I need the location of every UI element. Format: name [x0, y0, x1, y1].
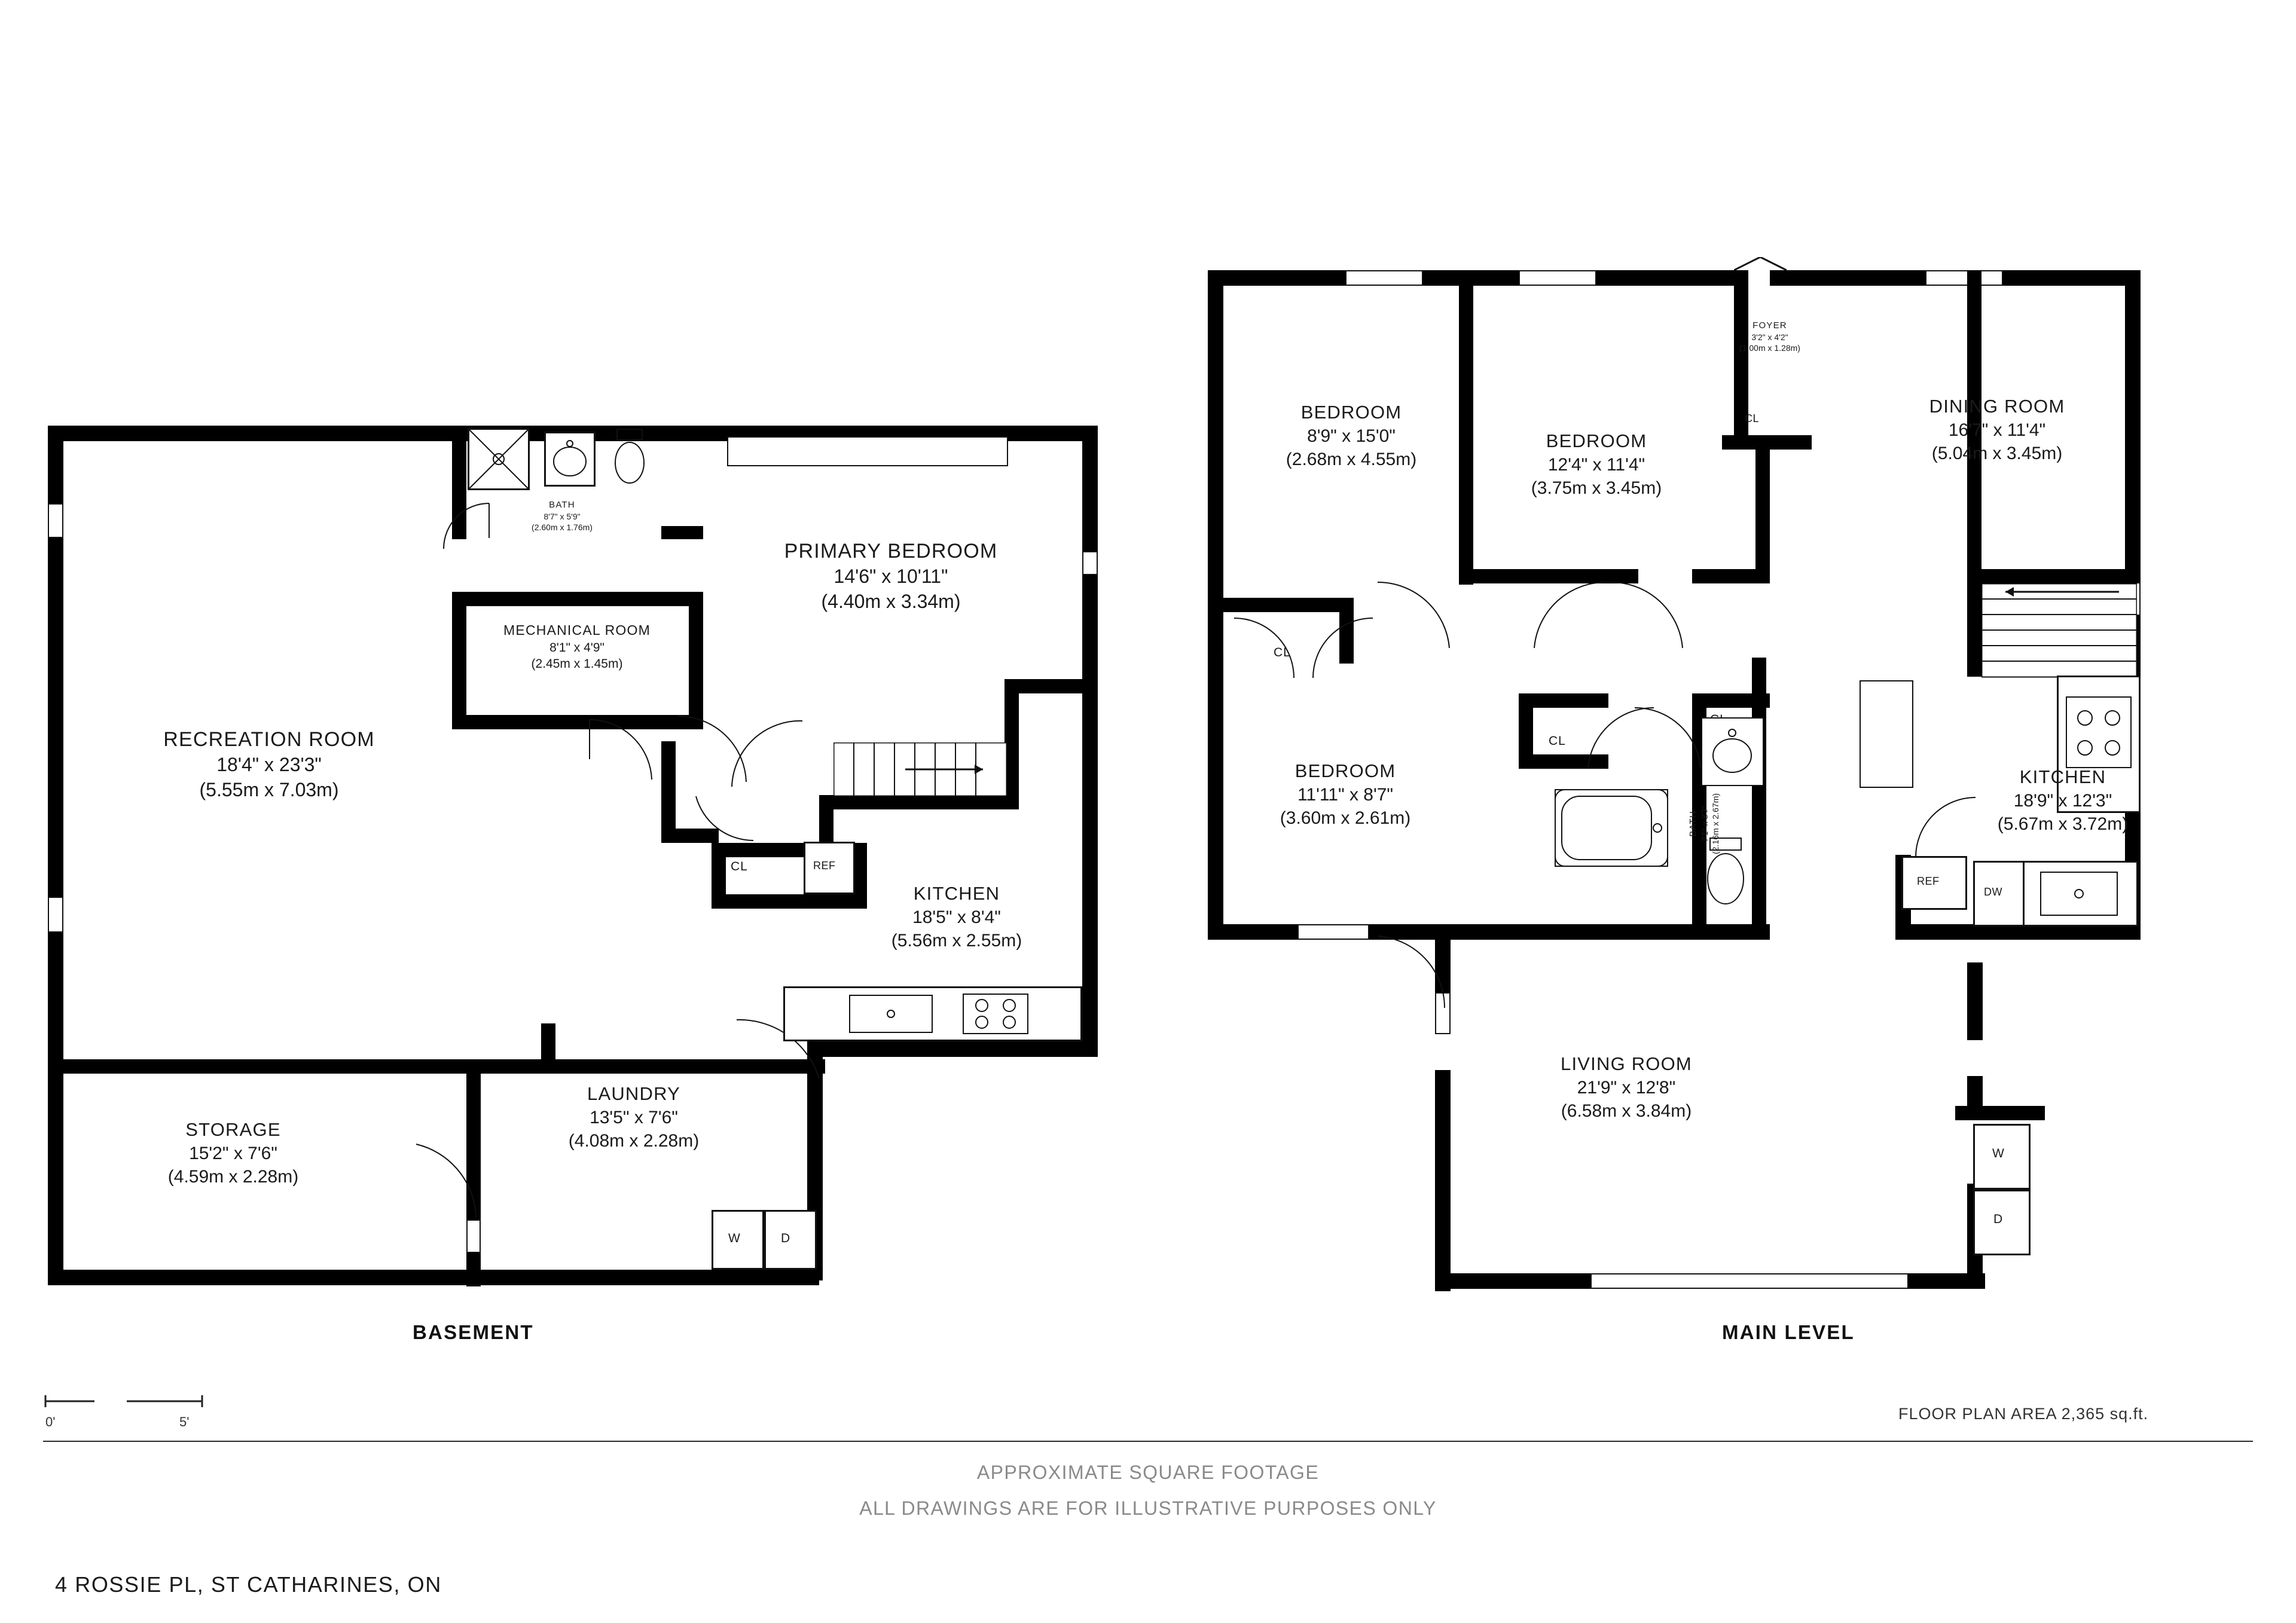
stairs-basement [833, 742, 1007, 796]
room-dim-metric: (3.60m x 2.61m) [1280, 808, 1411, 829]
room-dim-imperial: 3'2" x 4'2" [1751, 332, 1788, 342]
room-name: LAUNDRY [587, 1083, 680, 1104]
property-address: 4 ROSSIE PL, ST CATHARINES, ON [55, 1572, 442, 1597]
window-main-bottom-left [1297, 924, 1369, 940]
wall-mech-top [452, 592, 703, 606]
wall-storage-top [48, 1059, 825, 1074]
room-dim-metric: (5.04m x 3.45m) [1931, 444, 2063, 464]
toilet-icon [609, 428, 651, 490]
room-name: STORAGE [185, 1119, 281, 1140]
room-label-bedroom-2 [1471, 429, 1722, 500]
room-label-kitchen-main [1937, 765, 2188, 836]
wall-main-top-5 [1770, 270, 1925, 286]
washer-label-basement: W [728, 1231, 741, 1245]
room-label-living-room [1483, 1052, 1770, 1123]
stove-icon [2066, 696, 2132, 768]
wall-basement-left-c [48, 933, 63, 1285]
door-arc-bed2 [1531, 580, 1608, 652]
room-dim-metric: (4.08m x 2.28m) [568, 1131, 700, 1151]
room-dim-metric: (5.55m x 7.03m) [199, 778, 339, 800]
window-main-top-2 [1519, 270, 1596, 286]
window-main-top-1 [1345, 270, 1423, 286]
room-name: BEDROOM [1294, 760, 1396, 781]
room-dim-metric: (3.75m x 3.45m) [1531, 478, 1662, 499]
wall-stairs-left-main [1967, 569, 1981, 677]
kitchen-sink-icon [849, 995, 933, 1033]
door-arc-closet-bed1 [1232, 616, 1297, 681]
room-label-foyer [1692, 320, 1848, 353]
wall-dining-bottom [1967, 569, 2141, 583]
closet-label-hall: CL [1549, 734, 1566, 748]
wall-basement-right-a [1082, 426, 1098, 551]
room-dim-metric: (4.40m x 3.34m) [821, 590, 961, 612]
room-dim-imperial: 8'1" x 4'9" [549, 640, 604, 655]
wall-main-top-4 [1596, 270, 1746, 286]
room-dim-imperial: 13'5" x 7'6" [590, 1108, 678, 1128]
room-dim-metric: (2.16m x 2.67m) [1710, 793, 1720, 854]
room-label-bedroom-3 [1220, 759, 1471, 830]
wall-main-top-1 [1208, 270, 1345, 286]
room-dim-imperial: 8'7" x 5'9" [544, 511, 581, 521]
wall-main-right-a [2125, 270, 2141, 581]
room-dim-imperial: 12'4" x 11'4" [1547, 455, 1645, 475]
wall-living-left-b [1435, 1070, 1451, 1291]
room-dim-imperial: 7'1" x 8'7" [1699, 805, 1709, 842]
room-label-bath-basement [472, 499, 652, 533]
room-name: PRIMARY BEDROOM [784, 540, 998, 563]
room-label-bath-main [1650, 771, 1734, 879]
wall-main-top-2 [1423, 270, 1483, 286]
footer-line-2: ALL DRAWINGS ARE FOR ILLUSTRATIVE PURPOSES ONLY [859, 1497, 1437, 1519]
room-name: FOYER [1752, 320, 1787, 331]
dryer-label-basement: D [781, 1231, 791, 1245]
wall-basement-left-a [48, 426, 63, 503]
room-dim-imperial: 18'9" x 12'3" [2013, 791, 2112, 811]
level-title-basement: BASEMENT [413, 1321, 534, 1343]
room-name: BEDROOM [1546, 430, 1647, 451]
sink-icon [544, 432, 596, 487]
closet-label-bed1: CL [1274, 646, 1291, 659]
room-label-primary-bedroom [712, 538, 1070, 614]
room-dim-imperial: 14'6" x 10'11" [833, 566, 948, 588]
window-basement-left-1 [48, 503, 63, 538]
fridge-label: REF [813, 860, 836, 872]
wall-basement-right-b [1082, 575, 1098, 1053]
room-dim-metric: (2.60m x 1.76m) [532, 522, 593, 532]
window-basement-left-2 [48, 897, 63, 933]
column-main [1860, 680, 1913, 788]
wall-closet-bed1-top [1208, 598, 1351, 612]
room-dim-metric: (5.67m x 3.72m) [1997, 814, 2129, 835]
window-basement-right-1 [1082, 551, 1098, 575]
dishwasher-label: DW [1984, 886, 2002, 898]
wall-laundry-main-top [1955, 1106, 2045, 1120]
wall-mech-bottom [452, 715, 703, 729]
wall-laundry-stub [541, 1023, 555, 1062]
closet-label-foyer: CL [1745, 412, 1760, 424]
fridge-label-main: REF [1917, 875, 1940, 887]
room-dim-imperial: 11'11" x 8'7" [1297, 785, 1394, 805]
level-title-main: MAIN LEVEL [1722, 1321, 1855, 1343]
door-arc-bed-hall-2 [1608, 580, 1686, 652]
room-name: KITCHEN [2019, 766, 2106, 787]
room-dim-imperial: 15'2" x 7'6" [189, 1144, 277, 1164]
wall-main-top-3 [1483, 270, 1519, 286]
room-name: LIVING ROOM [1561, 1053, 1692, 1074]
footer-divider [43, 1441, 2253, 1442]
wall-stair-top [1004, 679, 1098, 693]
room-label-dining-room [1871, 395, 2123, 465]
wall-main-left-notch [1208, 617, 1222, 653]
scale-label-end: 5' [179, 1414, 190, 1429]
door-arc-bed-hall-1 [1375, 580, 1453, 652]
room-label-kitchen-basement [831, 882, 1082, 952]
room-label-bedroom-1 [1226, 401, 1477, 471]
washer-label-main: W [1992, 1147, 2005, 1160]
window-living-bottom [1590, 1273, 1913, 1289]
room-dim-metric: (1.00m x 1.28m) [1739, 343, 1800, 353]
door-arc-bath-main [1632, 705, 1704, 771]
wall-basement-left-b [48, 538, 63, 897]
door-arc-hall-2 [727, 717, 805, 789]
door-arc-bed1 [1309, 616, 1375, 681]
scale-label-start: 0' [45, 1414, 56, 1429]
room-dim-imperial: 18'5" x 8'4" [912, 907, 1001, 928]
door-arc-mechanical [586, 717, 658, 783]
wall-living-right-upper [1967, 962, 1983, 1040]
wall-closet-foyer [1722, 435, 1800, 450]
room-label-storage [102, 1118, 365, 1188]
room-dim-metric: (4.59m x 2.28m) [167, 1167, 299, 1187]
footer-line-1: APPROXIMATE SQUARE FOOTAGE [976, 1462, 1320, 1483]
room-dim-metric: (5.56m x 2.55m) [891, 931, 1022, 951]
stove-icon [963, 994, 1028, 1034]
room-name: RECREATION ROOM [163, 728, 375, 751]
wall-hall-left [1755, 442, 1770, 583]
wall-bath-bottom-right [661, 526, 703, 539]
wall-main-left-a [1208, 270, 1223, 617]
room-label-mechanical-room [448, 622, 706, 672]
room-dim-imperial: 18'4" x 23'3" [216, 754, 322, 776]
room-name: BEDROOM [1300, 402, 1402, 423]
room-name: DINING ROOM [1929, 396, 2065, 417]
wall-basement-bottom [48, 1270, 819, 1285]
room-name: MECHANICAL ROOM [503, 622, 651, 638]
room-dim-metric: (2.68m x 4.55m) [1286, 450, 1417, 470]
dryer-label-main: D [1993, 1212, 2004, 1226]
door-arc-storage [413, 1136, 478, 1219]
room-name: BATH [1688, 811, 1699, 837]
window-main-top-3 [1925, 270, 2003, 286]
closet-primary-bedroom [727, 436, 1008, 466]
room-dim-metric: (2.45m x 1.45m) [531, 657, 623, 671]
room-label-laundry [502, 1082, 765, 1153]
room-label-recreation-room [90, 726, 448, 802]
wall-bath-upper-right [1752, 658, 1766, 717]
shower-icon [468, 428, 530, 490]
wall-main-top-6 [2003, 270, 2141, 286]
room-dim-imperial: 8'9" x 15'0" [1307, 426, 1396, 447]
kitchen-counter-basement [783, 986, 1082, 1041]
room-dim-metric: (6.58m x 3.84m) [1561, 1101, 1692, 1121]
room-name: BATH [549, 500, 575, 510]
room-dim-imperial: 21'9" x 12'8" [1577, 1078, 1676, 1098]
door-arc-living-entry [1375, 933, 1447, 1010]
floor-plan-area: FLOOR PLAN AREA 2,365 sq.ft. [1898, 1405, 2149, 1423]
wall-mid-band-bottom [1459, 924, 1770, 940]
door-arc-closet [694, 795, 765, 843]
wall-basement-kitchen-bottom [807, 1041, 1098, 1057]
room-dim-imperial: 16'7" x 11'4" [1948, 420, 2046, 441]
kitchen-sink-icon [2040, 872, 2118, 916]
closet-label-basement: CL [731, 860, 748, 873]
door-gap-storage [466, 1219, 481, 1253]
wall-stair-bottom [819, 795, 1019, 809]
scale-bar [43, 1393, 204, 1413]
room-name: KITCHEN [913, 883, 1000, 904]
wall-corridor-b [661, 741, 676, 843]
